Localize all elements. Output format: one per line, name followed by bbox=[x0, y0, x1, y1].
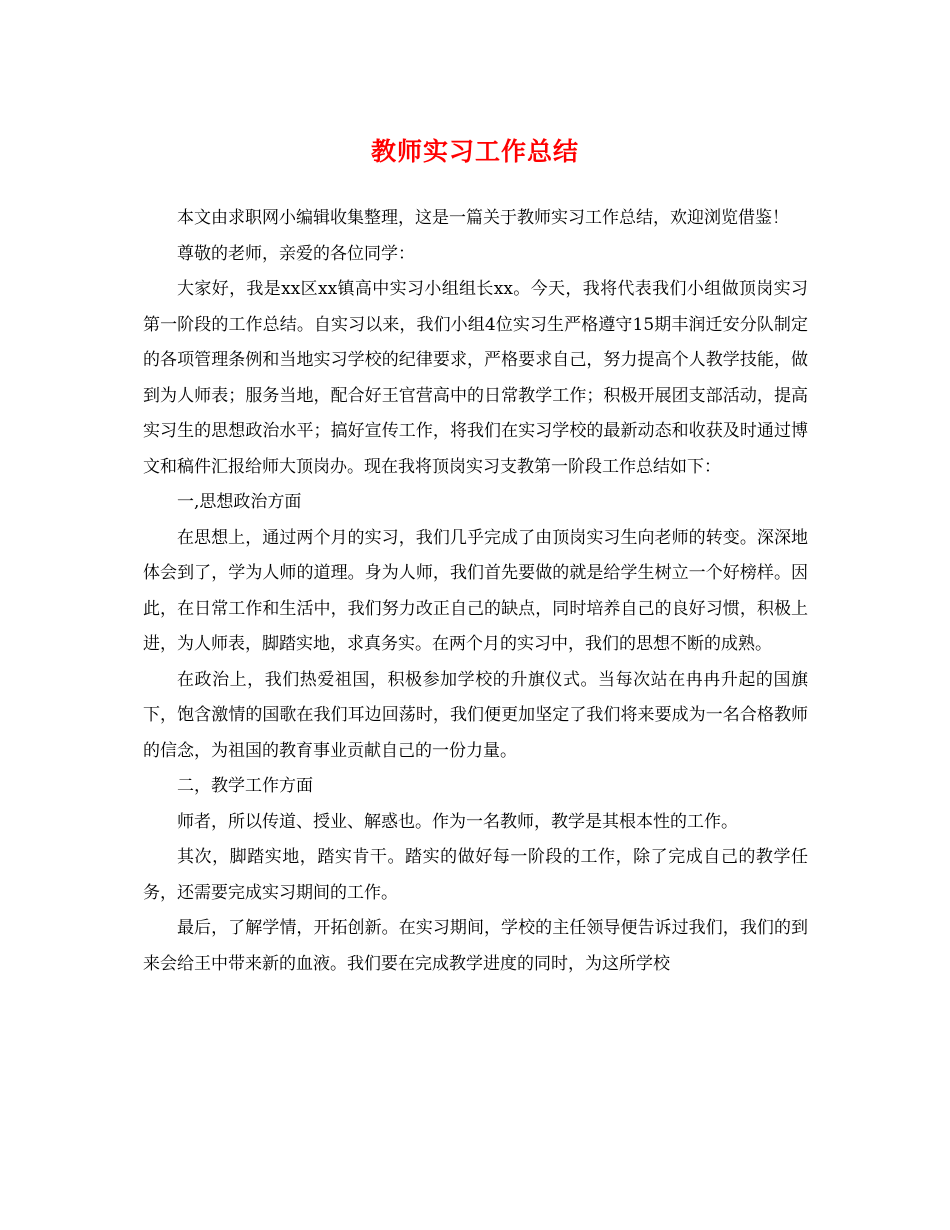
paragraph-ideology: 在思想上，通过两个月的实习，我们几乎完成了由顶岗实习生向老师的转变。深深地体会到了，学为人师的道理。身为人师，我们首先要做的就是给学生树立一个好榜样。因此，在日常工作和生活中，我们努力改正自己的缺点，同时培养自己的良好习惯，积极上进，为人师表，脚踏实地，求真务实。在两个月的实习中，我们的思想不断的成熟。 bbox=[143, 527, 808, 654]
paragraph-finally: 最后，了解学情，开拓创新。在实习期间，学校的主任领导便告诉过我们，我们的到来会给王中带来新的血液。我们要在完成教学进度的同时，为这所学校 bbox=[143, 918, 808, 974]
document-body bbox=[143, 201, 808, 982]
paragraph-secondly: 其次，脚踏实地，踏实肯干。踏实的做好每一阶段的工作，除了完成自己的教学任务，还需要完成实习期间的工作。 bbox=[143, 847, 808, 903]
document-title: 教师实习工作总结 bbox=[370, 137, 579, 166]
paragraph-salutation: 尊敬的老师，亲爱的各位同学： bbox=[177, 243, 415, 264]
section-heading-teaching: 二，教学工作方面 bbox=[177, 776, 313, 796]
paragraph-opening: 大家好，我是xx区xx镇高中实习小组组长xx。今天，我将代表我们小组做顶岗实习第一阶段的工作总结。自实习以来，我们小组4位实习生严格遵守15期丰润迁安分队制定的各项管理条例和当地实习学校的纪律要求，严格要求自己，努力提高个人教学技能，做到为人师表；服务当地，配合好王官营高中的日常教学工作；积极开展团支部活动，提高实习生的思想政治水平；搞好宣传工作，将我们在实习学校的最新动态和收获及时通过博文和稿件汇报给师大顶岗办。现在我将顶岗实习支教第一阶段工作总结如下： bbox=[143, 279, 808, 477]
paragraph-teaching: 师者，所以传道、授业、解惑也。作为一名教师，教学是其根本性的工作。 bbox=[177, 811, 738, 832]
paragraph-politics: 在政治上，我们热爱祖国，积极参加学校的升旗仪式。当每次站在冉冉升起的国旗下，饱含激情的国歌在我们耳边回荡时，我们便更加坚定了我们将来要成为一名合格教师的信念，为祖国的教育事业贡献自己的一份力量。 bbox=[143, 669, 808, 761]
paragraph-intro: 本文由求职网小编辑收集整理，这是一篇关于教师实习工作总结，欢迎浏览借鉴！ bbox=[177, 208, 789, 228]
section-heading-ideology: 一,思想政治方面 bbox=[177, 492, 302, 512]
